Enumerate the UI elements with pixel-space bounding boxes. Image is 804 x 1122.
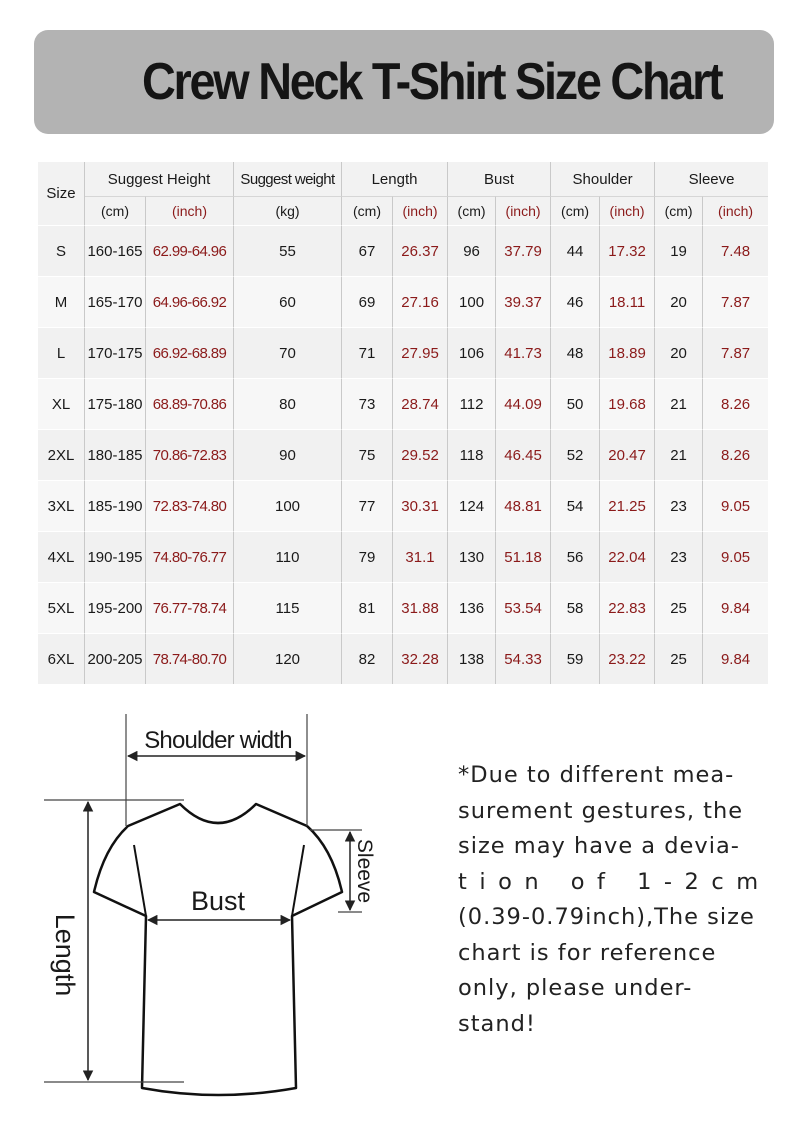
size-deviation-note [458,758,771,1042]
shoulder-inch-cell: 23.22 [600,633,655,684]
note-line: chart is for reference [458,939,717,966]
weight-kg-cell: 90 [234,429,342,480]
length-inch-cell: 26.37 [393,225,448,276]
weight-kg-cell: 110 [234,531,342,582]
size-table [38,162,768,684]
height-inch-cell: 68.89-70.86 [146,378,234,429]
sleeve-inch-cell: 9.84 [703,582,768,633]
height-header: Suggest Height [85,162,234,196]
unit-cm: (cm) [342,196,393,225]
bust-inch-cell: 44.09 [496,378,551,429]
sleeve-cm-cell: 25 [655,582,703,633]
height-cm-cell: 200-205 [85,633,146,684]
shoulder-header: Shoulder [551,162,655,196]
sleeve-inch-cell: 9.84 [703,633,768,684]
height-inch-cell: 70.86-72.83 [146,429,234,480]
length-header: Length [342,162,448,196]
bust-inch-cell: 41.73 [496,327,551,378]
shoulder-cm-cell: 54 [551,480,600,531]
table-row [38,429,768,480]
header-row [38,162,768,196]
page-title: Crew Neck T-Shirt Size Chart [142,53,722,111]
sleeve-inch-cell: 7.48 [703,225,768,276]
note-line: stand! [458,1010,536,1037]
table-row [38,225,768,276]
bust-cm-cell: 136 [448,582,496,633]
length-cm-cell: 75 [342,429,393,480]
length-cm-cell: 71 [342,327,393,378]
weight-kg-cell: 60 [234,276,342,327]
size-cell: 6XL [38,633,85,684]
sleeve-header: Sleeve [655,162,768,196]
size-cell: 5XL [38,582,85,633]
bust-cm-cell: 106 [448,327,496,378]
shoulder-cm-cell: 56 [551,531,600,582]
height-inch-cell: 74.80-76.77 [146,531,234,582]
unit-kg: (kg) [234,196,342,225]
sleeve-inch-cell: 9.05 [703,531,768,582]
bust-inch-cell: 39.37 [496,276,551,327]
length-cm-cell: 67 [342,225,393,276]
note-line: surement gestures, the [458,797,744,824]
bust-header: Bust [448,162,551,196]
sleeve-cm-cell: 20 [655,327,703,378]
length-inch-cell: 28.74 [393,378,448,429]
note-line: size may have a devia- [458,833,740,859]
length-inch-cell: 31.88 [393,582,448,633]
sleeve-cm-cell: 20 [655,276,703,327]
note-line: *Due to different mea- [458,762,735,788]
height-inch-cell: 76.77-78.74 [146,582,234,633]
length-inch-cell: 27.16 [393,276,448,327]
bust-label: Bust [190,886,246,916]
weight-kg-cell: 70 [234,327,342,378]
height-cm-cell: 185-190 [85,480,146,531]
sleeve-inch-cell: 8.26 [703,429,768,480]
title-banner [34,30,774,134]
height-inch-cell: 64.96-66.92 [146,276,234,327]
height-inch-cell: 72.83-74.80 [146,480,234,531]
note-line: (0.39-0.79inch),The size [458,904,755,930]
unit-cm: (cm) [448,196,496,225]
unit-row [38,196,768,225]
sleeve-inch-cell: 7.87 [703,276,768,327]
sleeve-cm-cell: 23 [655,480,703,531]
shoulder-inch-cell: 20.47 [600,429,655,480]
shoulder-cm-cell: 50 [551,378,600,429]
size-cell: 4XL [38,531,85,582]
bust-cm-cell: 112 [448,378,496,429]
shoulder-cm-cell: 52 [551,429,600,480]
tshirt-diagram [0,700,460,1100]
weight-kg-cell: 55 [234,225,342,276]
unit-cm: (cm) [655,196,703,225]
shoulder-cm-cell: 46 [551,276,600,327]
size-cell: 3XL [38,480,85,531]
unit-inch: (inch) [600,196,655,225]
length-cm-cell: 73 [342,378,393,429]
size-cell: S [38,225,85,276]
unit-inch: (inch) [393,196,448,225]
height-cm-cell: 190-195 [85,531,146,582]
shoulder-cm-cell: 59 [551,633,600,684]
size-cell: L [38,327,85,378]
size-cell: M [38,276,85,327]
length-inch-cell: 30.31 [393,480,448,531]
height-inch-cell: 62.99-64.96 [146,225,234,276]
sleeve-cm-cell: 19 [655,225,703,276]
shoulder-inch-cell: 18.89 [600,327,655,378]
size-header: Size [38,162,85,225]
height-cm-cell: 165-170 [85,276,146,327]
unit-cm: (cm) [551,196,600,225]
bust-inch-cell: 46.45 [496,429,551,480]
table-row [38,378,768,429]
table-row [38,327,768,378]
size-cell: XL [38,378,85,429]
length-inch-cell: 29.52 [393,429,448,480]
height-inch-cell: 78.74-80.70 [146,633,234,684]
sleeve-cm-cell: 21 [655,429,703,480]
bust-cm-cell: 118 [448,429,496,480]
note-line: tion of 1-2cm [458,868,771,895]
shoulder-cm-cell: 48 [551,327,600,378]
weight-kg-cell: 115 [234,582,342,633]
length-cm-cell: 69 [342,276,393,327]
shoulder-inch-cell: 21.25 [600,480,655,531]
length-cm-cell: 79 [342,531,393,582]
note-line: only, please under- [458,975,693,1001]
table-row [38,276,768,327]
bust-cm-cell: 100 [448,276,496,327]
table-row [38,582,768,633]
table-row [38,633,768,684]
length-cm-cell: 77 [342,480,393,531]
shoulder-width-label: Shoulder width [144,727,292,754]
length-inch-cell: 32.28 [393,633,448,684]
height-cm-cell: 175-180 [85,378,146,429]
length-inch-cell: 31.1 [393,531,448,582]
unit-cm: (cm) [85,196,146,225]
sleeve-inch-cell: 9.05 [703,480,768,531]
height-cm-cell: 195-200 [85,582,146,633]
unit-inch: (inch) [703,196,768,225]
bust-inch-cell: 48.81 [496,480,551,531]
tshirt-outline [94,804,342,1095]
bust-inch-cell: 54.33 [496,633,551,684]
shoulder-inch-cell: 17.32 [600,225,655,276]
weight-kg-cell: 100 [234,480,342,531]
sleeve-cm-cell: 23 [655,531,703,582]
table-row [38,480,768,531]
height-cm-cell: 160-165 [85,225,146,276]
bust-inch-cell: 51.18 [496,531,551,582]
height-inch-cell: 66.92-68.89 [146,327,234,378]
bust-cm-cell: 124 [448,480,496,531]
bust-cm-cell: 130 [448,531,496,582]
sleeve-inch-cell: 7.87 [703,327,768,378]
weight-kg-cell: 80 [234,378,342,429]
size-cell: 2XL [38,429,85,480]
bust-inch-cell: 53.54 [496,582,551,633]
bust-inch-cell: 37.79 [496,225,551,276]
shoulder-inch-cell: 18.11 [600,276,655,327]
length-cm-cell: 81 [342,582,393,633]
weight-header: Suggest weight [234,162,342,196]
sleeve-label: Sleeve [353,838,376,904]
sleeve-inch-cell: 8.26 [703,378,768,429]
length-cm-cell: 82 [342,633,393,684]
shoulder-cm-cell: 58 [551,582,600,633]
length-label: Length [50,913,80,997]
shoulder-inch-cell: 19.68 [600,378,655,429]
weight-kg-cell: 120 [234,633,342,684]
unit-inch: (inch) [146,196,234,225]
sleeve-cm-cell: 21 [655,378,703,429]
shoulder-inch-cell: 22.83 [600,582,655,633]
bust-cm-cell: 96 [448,225,496,276]
size-table-body [38,225,768,684]
sleeve-cm-cell: 25 [655,633,703,684]
unit-inch: (inch) [496,196,551,225]
height-cm-cell: 170-175 [85,327,146,378]
shoulder-cm-cell: 44 [551,225,600,276]
table-row [38,531,768,582]
height-cm-cell: 180-185 [85,429,146,480]
length-inch-cell: 27.95 [393,327,448,378]
shoulder-inch-cell: 22.04 [600,531,655,582]
bust-cm-cell: 138 [448,633,496,684]
